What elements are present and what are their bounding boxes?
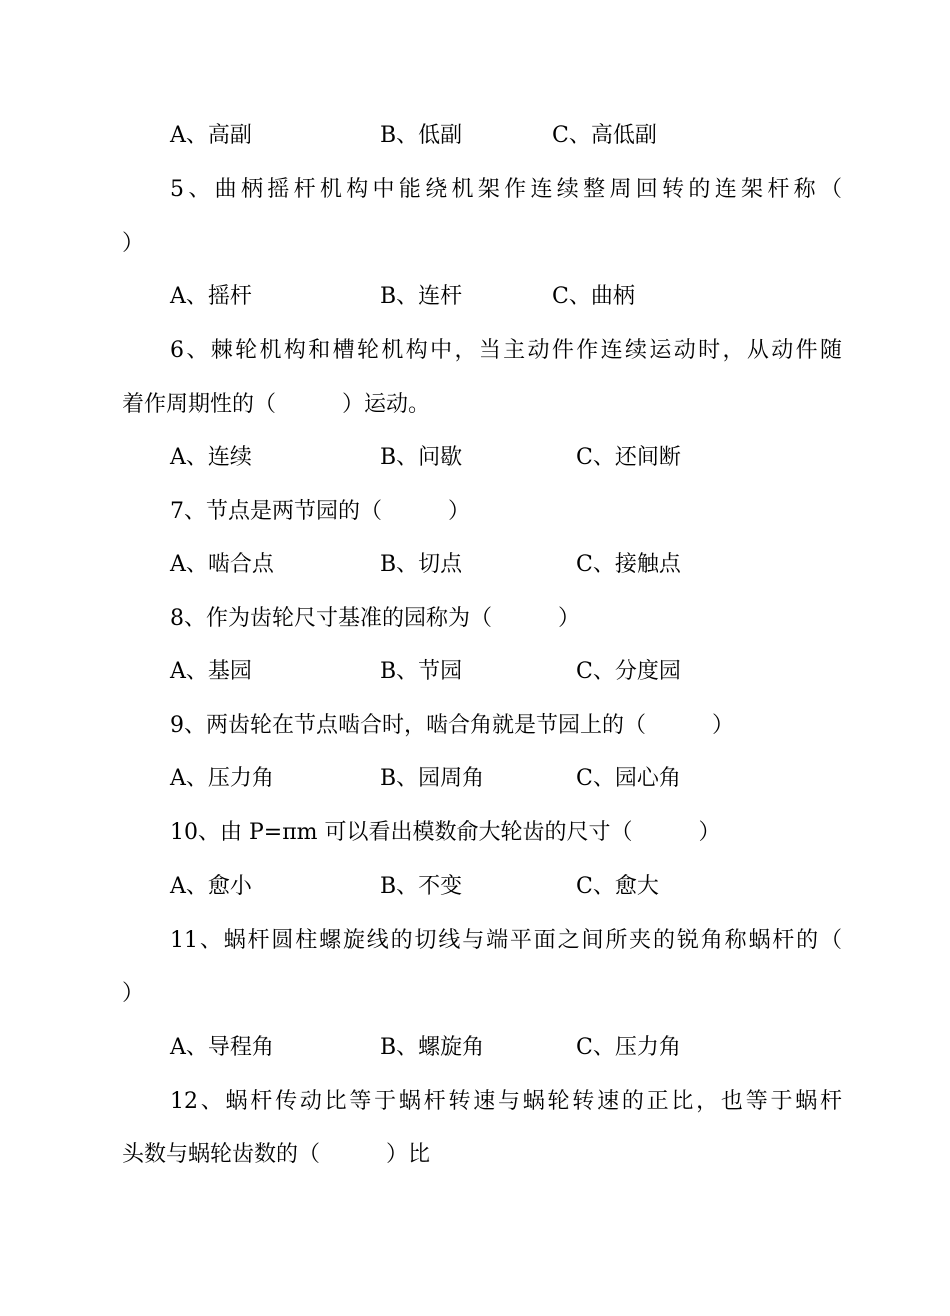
q6-text-line2: 着作周期性的（ ）运动。 — [122, 392, 431, 417]
q6-text-line1: 6、棘轮机构和槽轮机构中，当主动件作连续运动时，从动件随 — [170, 338, 842, 363]
q5-text-line1: 5、曲柄摇杆机构中能绕机架作连续整周回转的连架杆称（ — [170, 177, 842, 202]
q9-option-b: B、园周角 — [380, 766, 485, 791]
q7-option-c: C、接触点 — [576, 552, 681, 577]
q7-option-b: B、切点 — [380, 552, 463, 577]
q4-option-c: C、高低副 — [552, 123, 657, 148]
q5-text-line2: ） — [122, 231, 145, 256]
q4-option-b: B、低副 — [380, 123, 463, 148]
q12-text-line1: 12、蜗杆传动比等于蜗杆转速与蜗轮转速的正比，也等于蜗杆 — [170, 1089, 842, 1114]
q4-option-a: A、高副 — [170, 123, 252, 148]
q10-option-b: B、不变 — [380, 874, 463, 899]
q8-option-c: C、分度园 — [576, 659, 681, 684]
q6-option-b: B、问歇 — [380, 445, 463, 470]
q11-option-c: C、压力角 — [576, 1035, 681, 1060]
q10-option-a: A、愈小 — [170, 874, 252, 899]
q10-option-c: C、愈大 — [576, 874, 659, 899]
q10-text: 10、由 P=πm 可以看出模数俞大轮齿的尺寸（ ） — [170, 820, 721, 845]
q7-option-a: A、啮合点 — [170, 552, 274, 577]
q8-option-b: B、节园 — [380, 659, 463, 684]
q11-text-line1: 11、蜗杆圆柱螺旋线的切线与端平面之间所夹的锐角称蜗杆的（ — [170, 928, 842, 953]
q11-option-a: A、导程角 — [170, 1035, 274, 1060]
q5-option-b: B、连杆 — [380, 284, 463, 309]
q11-option-b: B、螺旋角 — [380, 1035, 485, 1060]
q5-option-c: C、曲柄 — [552, 284, 635, 309]
q9-option-c: C、园心角 — [576, 766, 681, 791]
q5-option-a: A、摇杆 — [170, 284, 252, 309]
q7-text: 7、节点是两节园的（ ） — [170, 499, 470, 524]
q6-option-c: C、还间断 — [576, 445, 681, 470]
q9-text: 9、两齿轮在节点啮合时，啮合角就是节园上的（ ） — [170, 713, 734, 738]
q12-text-line2: 头数与蜗轮齿数的（ ）比 — [122, 1142, 431, 1167]
q8-text: 8、作为齿轮尺寸基准的园称为（ ） — [170, 606, 580, 631]
q9-option-a: A、压力角 — [170, 766, 274, 791]
q11-text-line2: ） — [122, 981, 145, 1006]
q8-option-a: A、基园 — [170, 659, 252, 684]
q6-option-a: A、连续 — [170, 445, 252, 470]
